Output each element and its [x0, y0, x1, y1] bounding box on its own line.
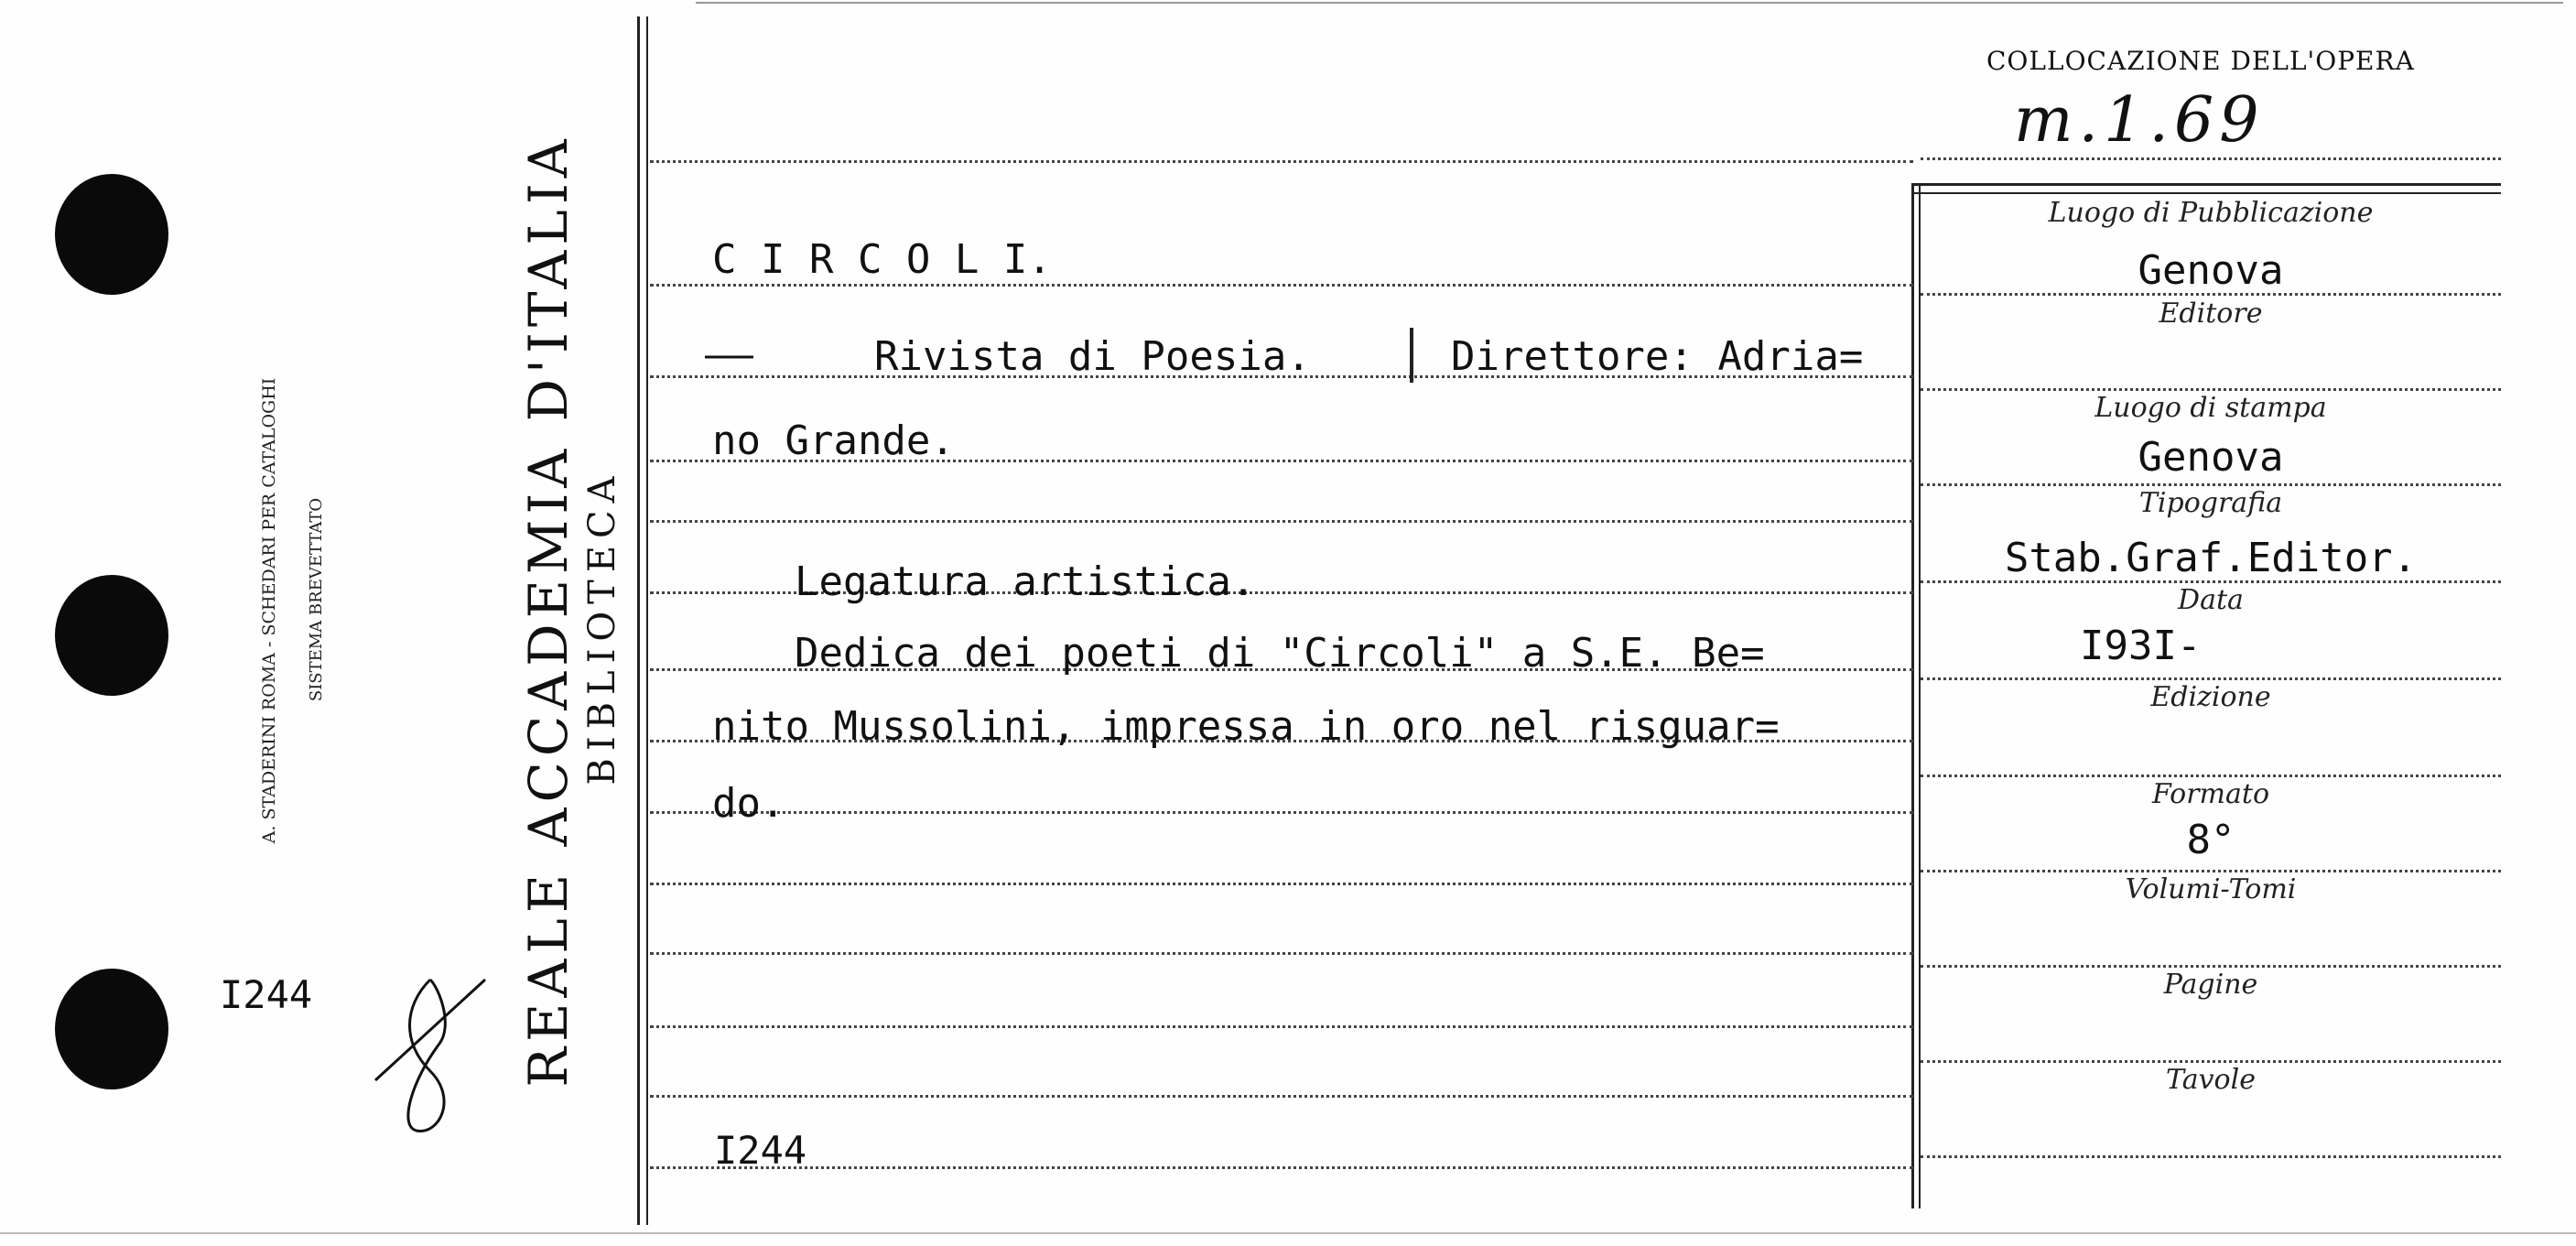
handwritten-mark: [366, 970, 503, 1144]
luogo-stampa-value: Genova: [2138, 434, 2284, 481]
data-label: Data: [2178, 584, 2244, 616]
field-rule: [1921, 677, 2501, 680]
luogo-stampa-label: Luogo di stampa: [2094, 392, 2327, 424]
subtitle-line: Rivista di Poesia.: [874, 333, 1311, 380]
shelfmark-value: m.1.69: [2014, 84, 2265, 157]
footer-number: I244: [714, 1128, 807, 1173]
field-rule: [1921, 388, 2501, 391]
punch-hole-middle: [55, 575, 168, 696]
shelfmark-label: COLLOCAZIONE DELL'OPERA: [1986, 46, 2415, 76]
formato-label: Formato: [2151, 778, 2270, 810]
rule: [650, 952, 1913, 955]
tipografia-label: Tipografia: [2138, 487, 2283, 519]
rule: [650, 1025, 1913, 1028]
main-border-left-a: [637, 16, 640, 1225]
binding-note: Legatura artistica.: [795, 558, 1256, 605]
luogo-pubblicazione-value: Genova: [2138, 247, 2284, 294]
punch-hole-bottom: [55, 969, 168, 1089]
dedication-line-1: Dedica dei poeti di "Circoli" a S.E. Be=: [795, 630, 1765, 677]
rule: [650, 284, 1913, 287]
field-rule: [1921, 1155, 2501, 1158]
shelfmark-rule: [1921, 157, 2501, 160]
field-rule: [1921, 580, 2501, 583]
card-top-edge: [696, 2, 2563, 4]
separator-bar: [1410, 328, 1413, 383]
dedication-line-3: do.: [712, 780, 785, 827]
pagine-label: Pagine: [2163, 969, 2258, 1001]
title-line: C I R C O L I.: [712, 236, 1052, 283]
field-rule: [1921, 870, 2501, 872]
tavole-label: Tavole: [2166, 1064, 2256, 1096]
dedication-line-2: nito Mussolini, impressa in oro nel risguar=: [712, 703, 1780, 750]
rule: [650, 520, 1913, 523]
rule: [650, 811, 1913, 814]
right-panel-top-a: [1911, 183, 2501, 186]
director-line: Direttore: Adria=: [1451, 333, 1864, 380]
director-continued: no Grande.: [712, 417, 955, 464]
rule: [650, 160, 1913, 163]
institution-text: REALE ACCADEMIA D'ITALIA: [517, 134, 579, 1088]
stub-number: I244: [220, 972, 313, 1017]
tipografia-value: Stab.Graf.Editor.: [2004, 535, 2418, 581]
field-rule: [1921, 293, 2501, 296]
library-name: [581, 398, 627, 856]
main-border-left-b: [646, 16, 648, 1225]
formato-value: 8°: [2186, 817, 2235, 863]
field-rule: [1921, 1060, 2501, 1063]
volumi-label: Volumi-Tomi: [2125, 873, 2297, 905]
data-value: I93I-: [2080, 623, 2202, 669]
printer-name: A. STADERINI ROMA - SCHEDARI PER CATALOGHI: [259, 377, 279, 844]
edizione-label: Edizione: [2150, 681, 2271, 713]
field-rule: [1921, 775, 2501, 777]
right-panel-border-a: [1911, 185, 1914, 1208]
subtitle-dash: ——: [705, 331, 753, 378]
printer-imprint: [259, 345, 290, 876]
printer-system: [307, 453, 334, 746]
punch-hole-top: [55, 174, 168, 295]
right-panel-top-b: [1911, 192, 2501, 194]
editore-label: Editore: [2159, 298, 2263, 330]
rule: [650, 883, 1913, 885]
field-rule: [1921, 965, 2501, 968]
printer-system-text: SISTEMA BREVETTATO: [307, 497, 326, 702]
rule: [650, 1095, 1913, 1098]
rule: [650, 1166, 1913, 1169]
luogo-pubblicazione-label: Luogo di Pubblicazione: [2048, 197, 2374, 229]
card-bottom-edge: [0, 1232, 2576, 1234]
institution-name: [517, 52, 581, 1169]
field-rule: [1921, 483, 2501, 486]
library-text: BIBLIOTECA: [581, 469, 623, 786]
